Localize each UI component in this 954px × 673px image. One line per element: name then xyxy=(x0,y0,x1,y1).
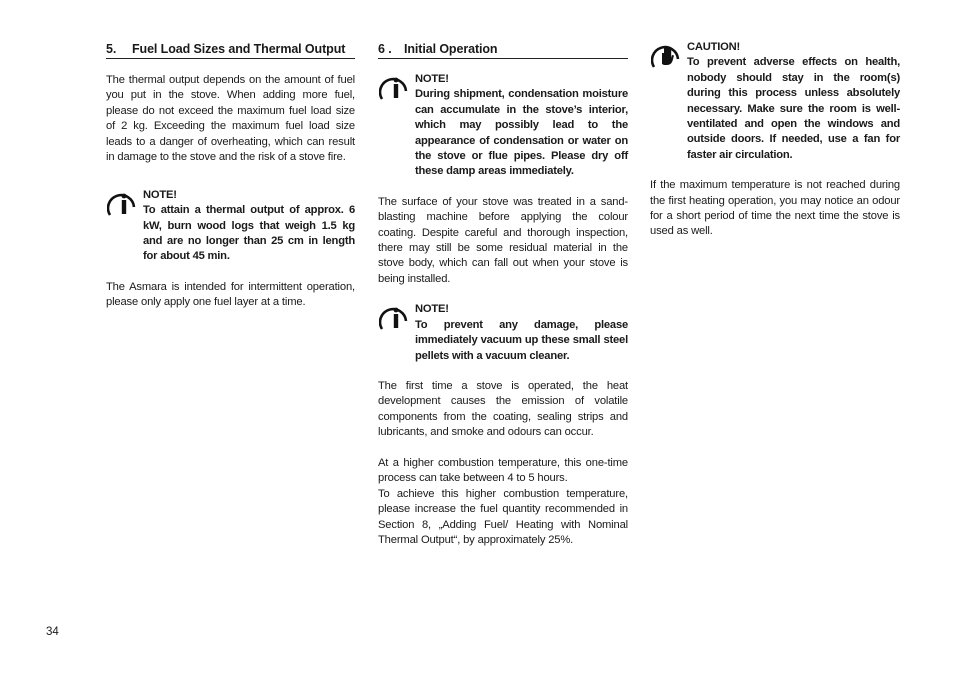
column-section-6 xyxy=(378,40,628,548)
info-icon xyxy=(379,72,415,102)
column-section-5 xyxy=(106,40,355,311)
section-6-paragraph-4: To achieve this higher combustion temperature, please increase the fuel quantity recommended in Section 8, „Adding Fuel/ Heating with Nominal Thermal Output“, by approximately 25%. xyxy=(378,487,628,546)
section-6-note-1-text: During shipment, condensation moisture can accumulate in the stove’s interior, which may possibly lead to the appearance of condensation or water on the stove or flue pipes. Please dry off these damp areas immediately. xyxy=(415,88,628,178)
section-6-paragraph-2: The first time a stove is operated, the heat development causes the emission of volatile components from the coating, sealing strips and lubricants, and smoke and odours can occur. xyxy=(378,379,628,439)
section-6-heading xyxy=(378,40,628,59)
section-6-title: Initial Operation xyxy=(404,42,498,56)
column-caution xyxy=(650,40,900,240)
page-number: 34 xyxy=(46,626,59,638)
section-5-note-label: NOTE! xyxy=(143,188,177,201)
section-5-paragraph-1: The thermal output depends on the amount of fuel you put in the stove. When adding more fuel, please do not exceed the maximum fuel load size of 2 kg. Exceeding the maximum fuel load size leads to a danger of overheating, which can result in damage to the stove and the risk of a stove fire. xyxy=(106,74,355,164)
section-5-heading xyxy=(106,40,355,59)
caution-text: To prevent adverse effects on health, nobody should stay in the room(s) during this process unless absolutely necessary. Make sure the room is well-ventilated and open the windows and outside doors. If needed, use a fan for faster air circulation. xyxy=(687,56,900,161)
section-6-note-1 xyxy=(378,72,628,180)
section-5-note xyxy=(106,188,355,265)
section-5-note-text: To attain a thermal output of approx. 6 kW, burn wood logs that weigh 1.5 kg and are no longer than 25 cm in length for about 45 min. xyxy=(143,204,355,263)
section-6-paragraph-3: At a higher combustion temperature, this one-time process can take between 4 to 5 hours. xyxy=(378,456,628,485)
section-6-note-2-text: To prevent any damage, please immediately vacuum up these small steel pellets with a vacuum cleaner. xyxy=(415,318,628,362)
section-6-paragraph-1: The surface of your stove was treated in a sand-blasting machine before applying the colour coating. Despite careful and thorough inspection, there may still be some residual material in the stove body, which can fall out when your stove is being installed. xyxy=(378,195,628,285)
section-6-note-2 xyxy=(378,302,628,364)
section-5-paragraph-2: The Asmara is intended for intermittent operation, please only apply one fuel layer at a time. xyxy=(106,280,355,309)
caution-label: CAUTION! xyxy=(687,41,741,53)
section-6-number: 6 . xyxy=(378,42,392,56)
info-icon xyxy=(379,302,415,332)
caution-hand-icon xyxy=(651,40,687,70)
section-5-number: 5. xyxy=(106,42,117,56)
caution-notice xyxy=(650,40,900,163)
info-icon xyxy=(107,188,143,218)
section-6-note-2-label: NOTE! xyxy=(415,303,449,316)
section-5-title: Fuel Load Sizes and Thermal Output xyxy=(132,42,346,56)
column-3-paragraph-1: If the maximum temperature is not reached during the first heating operation, you may notice an odour for a short period of time the next time the stove is used as well. xyxy=(650,179,900,238)
section-6-note-1-label: NOTE! xyxy=(415,73,449,85)
